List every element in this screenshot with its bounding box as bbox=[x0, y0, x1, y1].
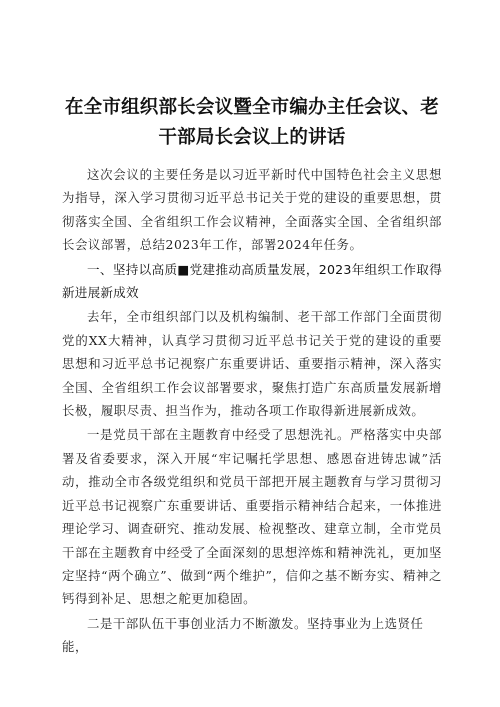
body-paragraph-last-year: 去年，全市组织部门以及机构编制、老干部工作部门全面贯彻党的XX大精神，认真学习贯彻习近平总书记关于党的建设的重要思想和习近平总书记视察广东重要讲话、重要指示精神，深入落实全国、全省组织工作会议部署要求，聚焦打造广东高质量发展新增长极，履职尽责、担当作为，推动各项工作取得新进展新成效。 bbox=[62, 309, 442, 419]
section-heading-1: 一、坚持以高质■党建推动高质量发展，2023年组织工作取得新进展新成效 bbox=[62, 261, 442, 301]
title-line-1: 在全市组织部长会议暨全市编办主任会议、老 bbox=[64, 97, 439, 118]
title-line-2: 干部局长会议上的讲话 bbox=[158, 127, 346, 148]
body-paragraph-point-two: 二是干部队伍干事创业活力不断激发。坚持事业为上选贤任能， bbox=[62, 615, 424, 655]
intro-paragraph: 这次会议的主要任务是以习近平新时代中国特色社会主义思想为指导，深入学习贯彻习近平总书记关于党的建设的重要思想，贯彻落实全国、全省组织工作会议精神，全面落实全国、全省组织部长会议部署，总结2023年工作，部署2024年任务。 bbox=[62, 167, 442, 253]
body-paragraph-point-one: 一是党员干部在主题教育中经受了思想洗礼。严格落实中央部署及省委要求，深入开展“牢记嘱托学思想、感恩奋进铸忠诚”活动，推动全市各级党组织和党员干部把开展主题教育与学习贯彻习近平总书记视察广东重要讲话、重要指示精神结合起来，一体推进理论学习、调查研究、推动发展、检视整改、建章立制，全市党员干部在主题教育中经受了全面深刻的思想淬炼和精神洗礼，更加坚定坚持“两个确立”、做到“两个维护”，信仰之基不断夯实、精神之钙得到补足、思想之舵更加稳固。 bbox=[62, 427, 442, 607]
document-title bbox=[62, 93, 442, 153]
